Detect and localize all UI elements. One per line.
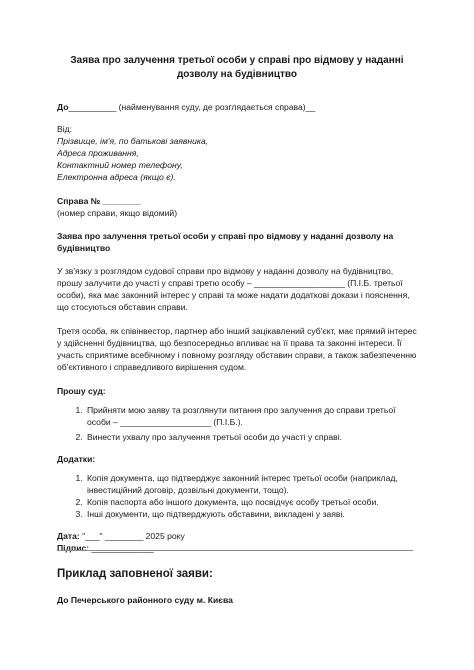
attachments-list: [57, 472, 417, 520]
document-page: [57, 54, 417, 554]
attachment-item: 1. Копія документа, що підтверджує законний інтерес третьої особи (наприклад, інвестиційний договір, дозвільні документи, тощо).: [85, 472, 417, 496]
sender-line: Прізвище, ім'я, по батькові заявника,: [57, 136, 209, 146]
signature-line: [57, 542, 417, 554]
request-heading: Прошу суд:: [57, 386, 106, 396]
sender-line: Адреса проживання,: [57, 148, 139, 158]
request-item: 1. Прийняти мою заяву та розглянути питання про залучення до справи третьої особи – ___________________ (П.І.Б.).: [85, 404, 417, 428]
request-item: 2. Винести ухвалу про залучення третьої особи до участі у справі.: [85, 431, 417, 443]
body-paragraph: Третя особа, як співінвестор, партнер або інший зацікавлений суб'єкт, має прямий інтерес у здійсненні будівництва, що безпосередньо впливає на її права та законні інтереси. Її участь сприятиме всебічному і повному розгляду обставин справи, а також забезпеченню об'єктивного і справедливого вирішення судом.: [57, 326, 417, 372]
addressee-blank: __________: [68, 102, 117, 112]
sender-line: Електронна адреса (якщо є).: [57, 172, 176, 182]
document-title: Заява про залучення третьої особи у справі про відмову у наданні дозволу на будівництво: [70, 55, 404, 80]
attachment-item: 2. Копія паспорта або іншого документа, що посвідчує особу третьої особи.: [85, 496, 417, 508]
request-list: [57, 404, 417, 443]
date-value: "___" ________ 2025 року: [79, 531, 185, 541]
date-label: Дата:: [57, 531, 80, 541]
addressee-line: [57, 101, 417, 113]
addressee-hint: (найменування суду, де розглядається справа)__: [116, 102, 316, 112]
signature-value: _____________: [89, 543, 154, 553]
section-divider: [57, 550, 413, 551]
sender-block: [57, 123, 417, 183]
attachments-heading: Додатки:: [57, 454, 96, 464]
case-block: [57, 195, 417, 219]
date-line: [57, 530, 417, 542]
case-number-label: Справа № ________: [57, 196, 141, 206]
signature-label: Підпис:: [57, 543, 90, 553]
subject-heading: Заява про залучення третьої особи у справі про відмову у наданні дозволу на будівництво: [57, 231, 394, 253]
addressee-prefix: До: [57, 102, 69, 112]
body-paragraph: У зв'язку з розглядом судової справи про відмову у наданні дозволу на будівництво, прошу залучити до участі у справі третю особу – ___________________ (П.І.Б. третьої особи), яка має законний інтерес у справі та може надати додаткові докази і пояснення, що стосуються обставин справи.: [57, 266, 410, 312]
sender-line: Контактний номер телефону,: [57, 160, 183, 170]
example-addressee: До Печерського районного суду м. Києва: [57, 595, 233, 605]
attachment-item: 3. Інші документи, що підтверджують обставини, викладені у заяві.: [85, 508, 417, 520]
example-heading: Приклад заповненої заяви:: [57, 568, 213, 580]
sender-label: Від:: [57, 124, 73, 134]
case-number-hint: (номер справи, якщо відомий): [57, 208, 178, 218]
